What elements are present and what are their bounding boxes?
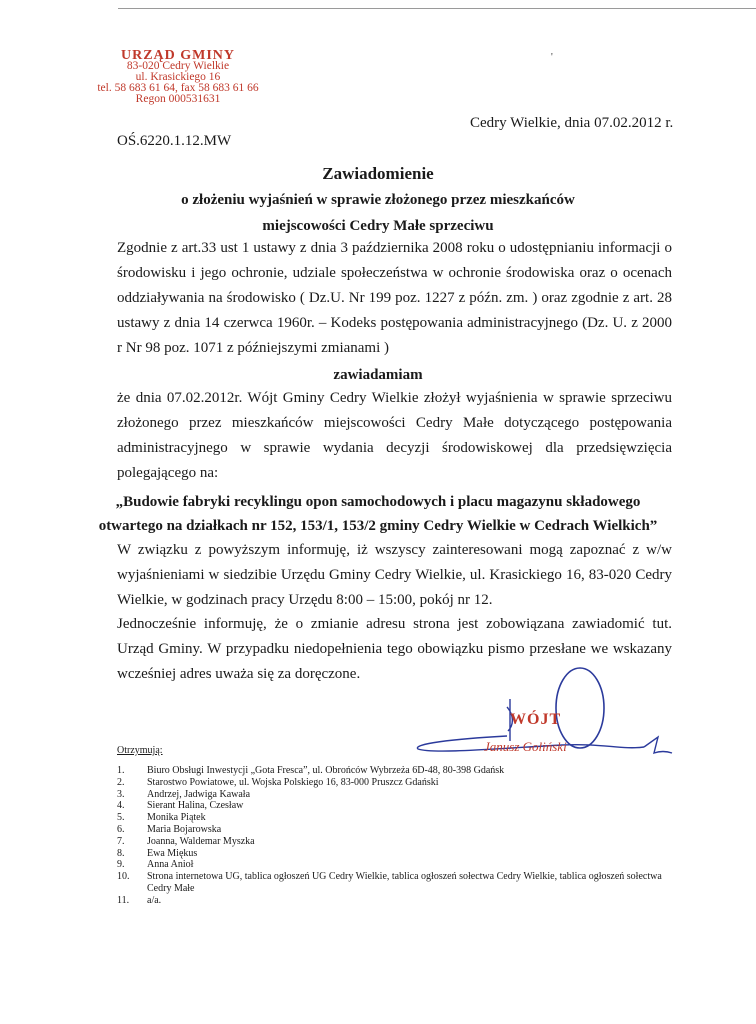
list-item-text: Ewa Miękus (147, 847, 198, 859)
stamp-title: URZĄD GMINY (120, 48, 236, 63)
list-item-text: Strona internetowa UG, tablica ogłoszeń UG Cedry Wielkie, tablica ogłoszeń sołectwa Cedry Wielkie, tablica ogłoszeń sołectwa Cedry Małe (147, 871, 662, 894)
top-rule (118, 8, 756, 9)
list-item (117, 848, 682, 860)
project-title-line-2: otwartego na działkach nr 152, 153/1, 153/2 gminy Cedry Wielkie w Cedrach Wielkich” (98, 518, 658, 534)
signature-stamp-title: WÓJT (510, 711, 562, 728)
list-item-number: 8. (117, 847, 125, 859)
legal-basis-paragraph: Zgodnie z art.33 ust 1 ustawy z dnia 3 października 2008 roku o udostępnianiu informacji o środowisku i jego ochronie, udziale społeczeństwa w ochronie środowiska oraz o ocenach oddziaływania na środowisko ( Dz.U. Nr 199 poz. 1227 z późn. zm. ) oraz zgodnie z art. 28 ustawy z dnia 14 czerwca 1960r. – Kodeks postępowania administracyjnego (Dz. U. z 2000 r Nr 98 poz. 1071 z późniejszymi zmianami ) (117, 240, 672, 356)
subtitle-line-2: miejscowości Cedry Małe sprzeciwu (262, 218, 494, 234)
list-item-text: Andrzej, Jadwiga Kawała (147, 788, 251, 800)
stamp-line-1: 83-020 Cedry Wielkie (126, 60, 230, 72)
list-item (117, 777, 682, 789)
list-item-number: 9. (117, 859, 125, 871)
list-item-number: 3. (117, 788, 125, 800)
list-item-number: 11. (117, 894, 130, 906)
address-change-paragraph: Jednocześnie informuję, że o zmianie adresu strona jest zobowiązana zawiadomić tut. Urząd Gminy. W przypadku niedopełnienia tego obowiązku pismo przesłane we wskazany wcześniej adres uważa się za doręczone. (117, 616, 672, 682)
recipients-list (117, 765, 682, 907)
list-item (117, 859, 682, 871)
list-item-text: a/a. (147, 894, 162, 906)
signature-loop (556, 668, 604, 748)
list-item (117, 895, 682, 907)
list-item-number: 5. (117, 812, 125, 824)
scan-speck: ' (551, 52, 553, 63)
list-item (117, 789, 682, 801)
reference-number: OŚ.6220.1.12.MW (117, 133, 232, 149)
signature-flourish (644, 737, 672, 753)
list-item-number: 2. (117, 776, 125, 788)
signature-block (412, 665, 732, 775)
list-item-number: 10. (117, 871, 130, 883)
notify-word: zawiadamiam (333, 367, 423, 383)
list-item (117, 836, 682, 848)
list-item-text: Anna Anioł (147, 859, 194, 871)
list-item-text: Joanna, Waldemar Myszka (147, 835, 255, 847)
office-stamp (78, 50, 278, 105)
stamp-line-4: Regon 000531631 (135, 93, 221, 105)
list-item-number: 7. (117, 835, 125, 847)
stamp-line-3: tel. 58 683 61 64, fax 58 683 61 66 (97, 82, 259, 94)
notice-paragraph: że dnia 07.02.2012r. Wójt Gminy Cedry Wielkie złożył wyjaśnienia w sprawie sprzeciwu złożonego przez mieszkańców miejscowości Cedry Małe dotyczącego postępowania administracyjnego w sprawie wydania decyzji środowiskowej dla przedsięwzięcia polegającego na: (117, 390, 672, 481)
list-item-text: Maria Bojarowska (147, 823, 222, 835)
list-item (117, 800, 682, 812)
list-item-number: 4. (117, 800, 125, 812)
subtitle-line-1: o złożeniu wyjaśnień w sprawie złożonego przez mieszkańców (181, 192, 575, 208)
recipients-label: Otrzymują: (117, 745, 163, 756)
document-title: Zawiadomienie (322, 164, 434, 183)
list-item-number: 6. (117, 823, 125, 835)
list-item-text: Biuro Obsługi Inwestycji „Gota Fresca”, ul. Obrońców Wybrzeża 6D-48, 80-398 Gdańsk (147, 765, 505, 776)
list-item (117, 824, 682, 836)
list-item (117, 812, 682, 824)
information-paragraph: W związku z powyższym informuję, iż wszyscy zainteresowani mogą zapoznać z w/w wyjaśnieniami w siedzibie Urzędu Gminy Cedry Wielkie, ul. Krasickiego 16, 83-020 Cedry Wielkie, w godzinach pracy Urzędu 8:00 – 15:00, pokój nr 12. (117, 542, 672, 608)
list-item-number: 1. (117, 765, 125, 776)
signature-name: Janusz Goliński (484, 739, 567, 754)
list-item-text: Monika Piątek (147, 812, 206, 824)
list-item (117, 871, 682, 895)
list-item (117, 765, 682, 777)
stamp-line-2: ul. Krasickiego 16 (135, 71, 221, 83)
list-item-text: Starostwo Powiatowe, ul. Wojska Polskiego 16, 83-000 Pruszcz Gdański (147, 776, 439, 788)
project-title-line-1: „Budowie fabryki recyklingu opon samochodowych i placu magazynu składowego (115, 494, 641, 510)
list-item-text: Sierant Halina, Czesław (147, 800, 244, 812)
place-date: Cedry Wielkie, dnia 07.02.2012 r. (470, 115, 674, 131)
